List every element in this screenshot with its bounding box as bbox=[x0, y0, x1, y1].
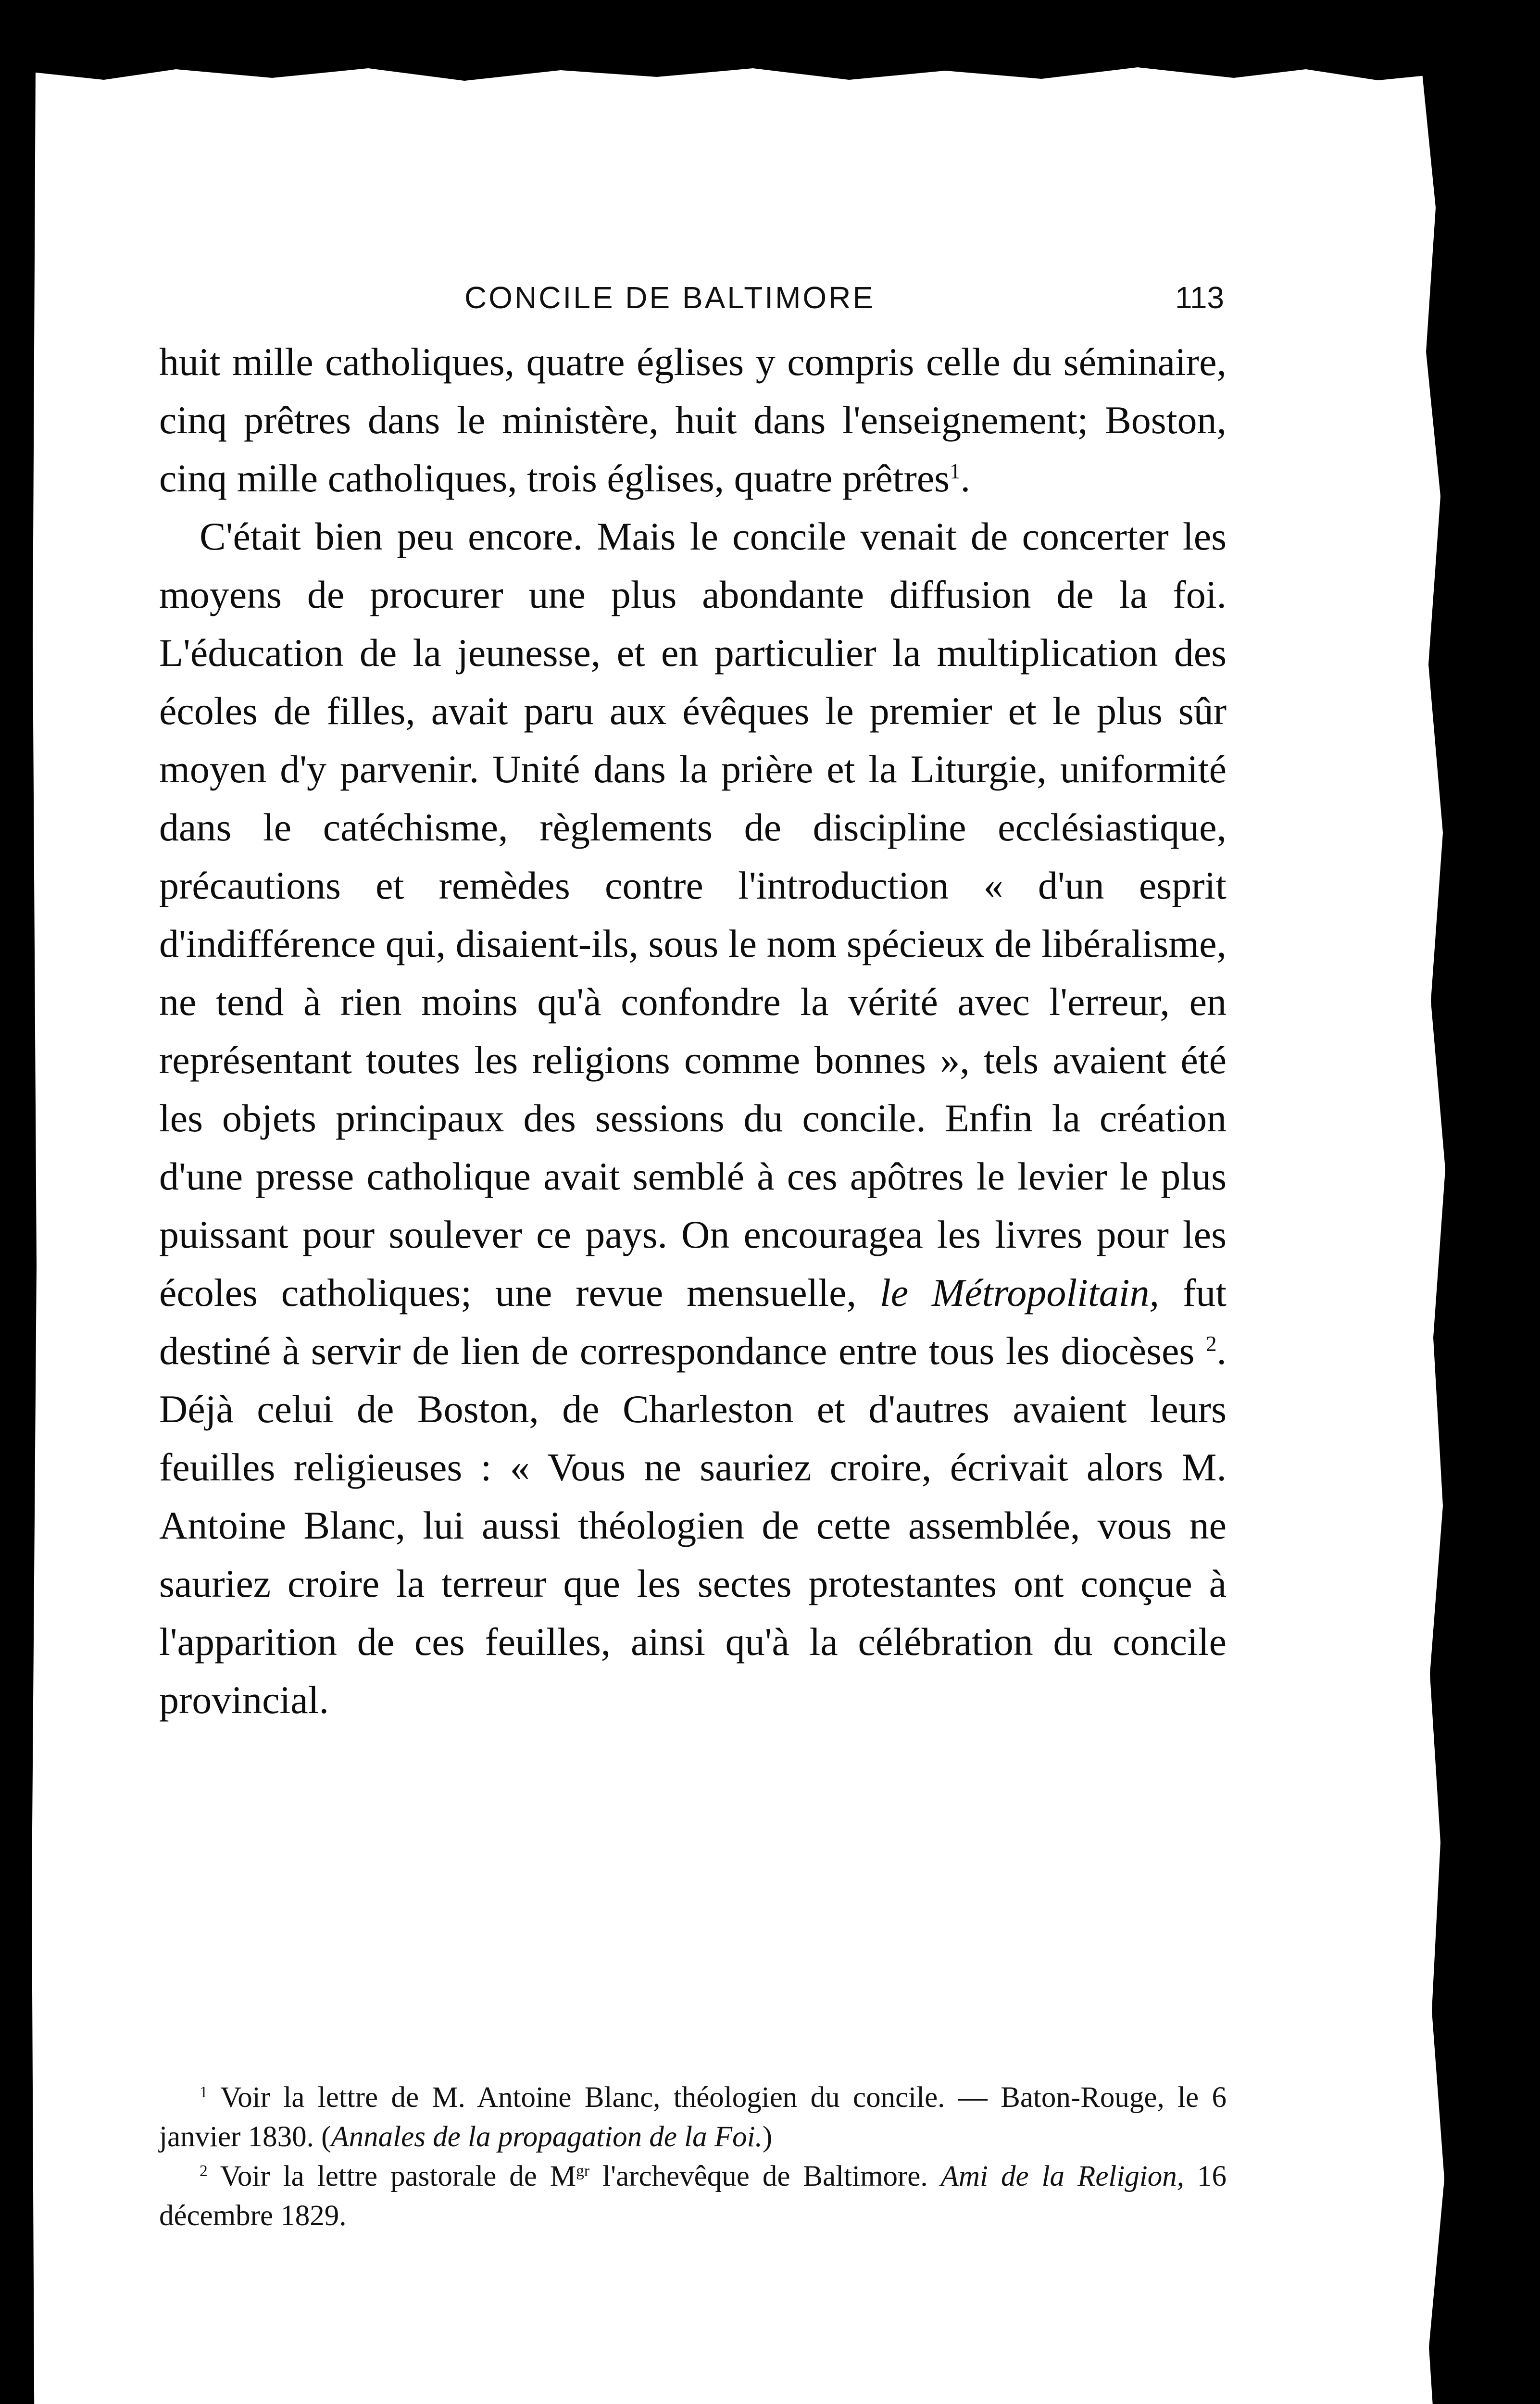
paragraph-1-end: . bbox=[960, 456, 971, 500]
footnote-ref-1: 1 bbox=[950, 459, 961, 483]
torn-top-edge bbox=[32, 59, 1450, 92]
running-header bbox=[464, 280, 1224, 333]
footnote-2-text-b: l'archevêque de Baltimore. bbox=[602, 2160, 928, 2192]
footnote-ref-2: 2 bbox=[1205, 1331, 1217, 1356]
footnote-2-text: Voir la lettre pastorale de M bbox=[220, 2160, 576, 2192]
footnote-2-marker: 2 bbox=[200, 2162, 208, 2180]
footnote-1 bbox=[159, 2078, 1227, 2157]
footnote-1-close: ) bbox=[762, 2121, 773, 2153]
running-title: CONCILE DE BALTIMORE bbox=[464, 280, 876, 315]
torn-right-edge bbox=[1392, 63, 1460, 2404]
page-number: 113 bbox=[1175, 280, 1224, 315]
paragraph-2-text-a: C'était bien peu encore. Mais le concile venait de concerter les moyens de procurer une plus abondante diffusion de la foi. L'éducation de la jeunesse, et en particulier la multiplication des écoles de filles, avait paru aux évêques le premier et le plus sûr moyen d'y parvenir. Unité dans la prière et la Liturgie, uniformité dans le catéchisme, règlements de discipline ecclésiastique, précautions et remèdes contre l'introduction « d'un esprit d'indifférence qui, disaient-ils, sous le nom spécieux de libéralisme, ne tend à rien moins qu'à confondre la vérité avec l'erreur, en représentant toutes les religions comme bonnes », tels avaient été les objets principaux des sessions du concile. Enfin la création d'une presse catholique avait semblé à ces apôtres le levier le plus puissant pour soulever ce pays. On encouragea les livres pour les écoles catholiques; une revue mensuelle, bbox=[159, 514, 1227, 1315]
left-page-edge bbox=[27, 63, 41, 2404]
footnote-2-italic: Ami de la Religion, bbox=[940, 2160, 1184, 2192]
footnote-2-abbrev: gr bbox=[576, 2162, 590, 2180]
journal-title: le Métropolitain, bbox=[879, 1271, 1160, 1315]
paragraph-1 bbox=[159, 333, 1227, 507]
footnote-2 bbox=[159, 2157, 1227, 2236]
footnote-1-italic: Annales de la propagation de la Foi. bbox=[331, 2121, 763, 2153]
body-text bbox=[159, 333, 1227, 1729]
footnote-1-text: Voir la lettre de M. Antoine Blanc, théologien du concile. — Baton-Rouge, le 6 janvier 1830. ( bbox=[159, 2081, 1227, 2153]
book-page bbox=[32, 63, 1450, 2404]
paragraph-2-text-c: . Déjà celui de Boston, de Charleston et d'autres avaient leurs feuilles religieuses : « Vous ne sauriez croire, écrivait alors M. Antoine Blanc, lui aussi théologien de cette assemblée, vous ne sauriez croire la terreur que les sectes protestantes ont conçue à l'apparition de ces feuilles, ainsi qu'à la célébration du concile provincial. bbox=[159, 1329, 1227, 1722]
paragraph-1-text: huit mille catholiques, quatre églises y compris celle du séminaire, cinq prêtres dans le ministère, huit dans l'enseignement; Boston, cinq mille catholiques, trois églises, quatre prêtres bbox=[159, 340, 1227, 500]
footnotes bbox=[159, 2078, 1227, 2236]
footnote-1-marker: 1 bbox=[200, 2083, 208, 2101]
footnote-2-date: 16 décembre 1829. bbox=[159, 2160, 1227, 2232]
paragraph-2-text-b: fut destiné à servir de lien de correspondance entre tous les diocèses bbox=[159, 1271, 1227, 1373]
paragraph-2 bbox=[159, 507, 1227, 1729]
